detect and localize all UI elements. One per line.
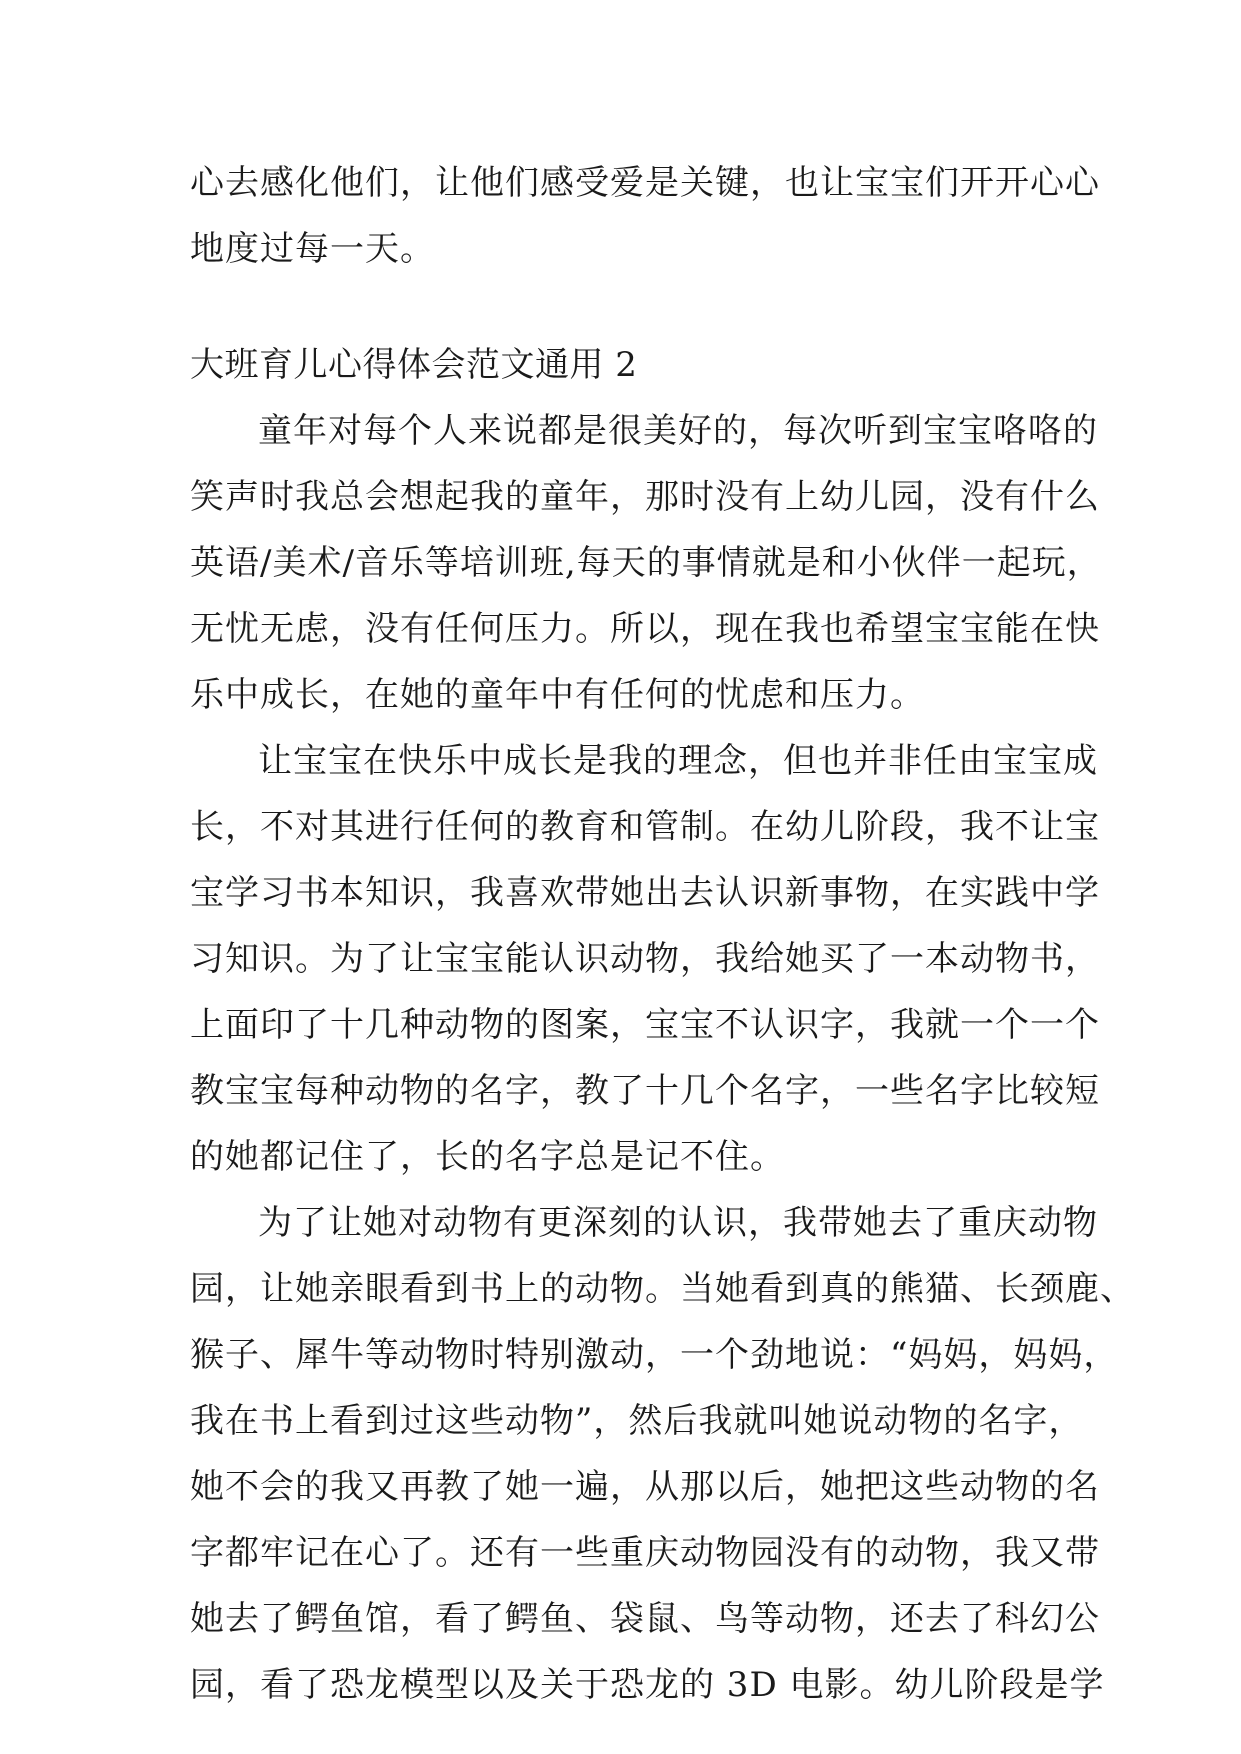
text-line: 无忧无虑，没有任何压力。所以，现在我也希望宝宝能在快 <box>190 609 1100 649</box>
paragraph-3 <box>190 1190 1135 1718</box>
text-line: 园，看了恐龙模型以及关于恐龙的 3D 电影。幼儿阶段是学 <box>190 1665 1105 1705</box>
text-line: 她去了鳄鱼馆，看了鳄鱼、袋鼠、鸟等动物，还去了科幻公 <box>190 1599 1100 1639</box>
section-body <box>190 332 1135 1718</box>
text-line: 为了让她对动物有更深刻的认识，我带她去了重庆动物 <box>258 1203 1098 1243</box>
text-line: 宝学习书本知识，我喜欢带她出去认识新事物，在实践中学 <box>190 873 1100 913</box>
intro-paragraph <box>190 150 1100 282</box>
text-line: 让宝宝在快乐中成长是我的理念，但也并非任由宝宝成 <box>258 741 1098 781</box>
text-line: 猴子、犀牛等动物时特别激动，一个劲地说：“妈妈，妈妈， <box>190 1335 1119 1375</box>
section-title: 大班育儿心得体会范文通用 2 <box>190 345 638 385</box>
text-line: 字都牢记在心了。还有一些重庆动物园没有的动物，我又带 <box>190 1533 1100 1573</box>
text-line: 乐中成长，在她的童年中有任何的忧虑和压力。 <box>190 675 925 715</box>
text-line: 园，让她亲眼看到书上的动物。当她看到真的熊猫、长颈鹿、 <box>190 1269 1135 1309</box>
text-line: 心去感化他们，让他们感受爱是关键，也让宝宝们开开心心 <box>190 163 1100 203</box>
paragraph-2 <box>190 728 1100 1190</box>
text-line: 教宝宝每种动物的名字，教了十几个名字，一些名字比较短 <box>190 1071 1100 1111</box>
text-line: 我在书上看到过这些动物”，然后我就叫她说动物的名字， <box>190 1401 1084 1441</box>
paragraph-1 <box>190 398 1102 728</box>
text-line: 英语/美术/音乐等培训班,每天的事情就是和小伙伴一起玩， <box>190 543 1102 583</box>
text-line: 笑声时我总会想起我的童年，那时没有上幼儿园，没有什么 <box>190 477 1100 517</box>
text-line: 上面印了十几种动物的图案，宝宝不认识字，我就一个一个 <box>190 1005 1100 1045</box>
text-line: 的她都记住了，长的名字总是记不住。 <box>190 1137 785 1177</box>
text-line: 她不会的我又再教了她一遍，从那以后，她把这些动物的名 <box>190 1467 1100 1507</box>
text-line: 童年对每个人来说都是很美好的，每次听到宝宝咯咯的 <box>258 411 1098 451</box>
text-line: 习知识。为了让宝宝能认识动物，我给她买了一本动物书， <box>190 939 1100 979</box>
text-line: 地度过每一天。 <box>190 229 435 269</box>
text-line: 长，不对其进行任何的教育和管制。在幼儿阶段，我不让宝 <box>190 807 1100 847</box>
